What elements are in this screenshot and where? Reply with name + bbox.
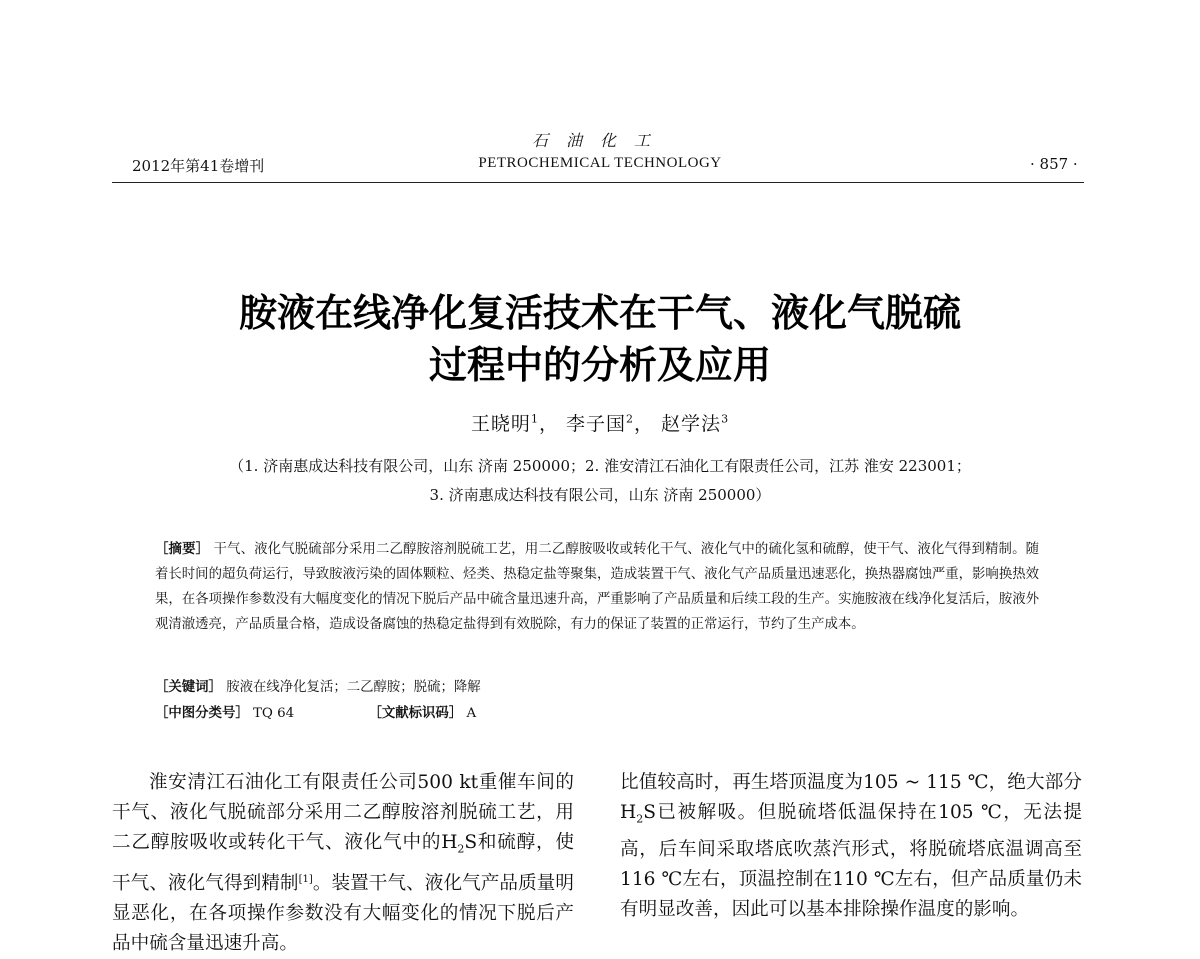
paper-title-line-1: 胺液在线净化复活技术在干气、液化气脱硫 (238, 291, 961, 335)
keywords-text: 胺液在线净化复活；二乙醇胺；脱硫；降解 (226, 680, 481, 695)
journal-name-chinese: 石油化工 (531, 131, 668, 150)
affiliation-mark: 1 (530, 412, 539, 426)
abstract-label: ［摘要］ (155, 542, 210, 557)
chem-h: H (620, 802, 637, 823)
clc-label: ［中图分类号］ (155, 706, 249, 721)
body-column-left (112, 768, 574, 959)
keywords (155, 676, 481, 695)
body-text: S和硫醇，使干气、液化气得到精制 (112, 832, 574, 894)
page-number: · 857 · (1030, 155, 1078, 173)
classification-line (155, 702, 476, 721)
keywords-label: ［关键词］ (155, 680, 222, 695)
abstract-text: 干气、液化气脱硫部分采用二乙醇胺溶剂脱硫工艺，用二乙醇胺吸收或转化干气、液化气中的硫化氢和硫醇，使干气、液化气得到精制。随着长时间的超负荷运行，导致胺液污染的固体颗粒、烃类、热稳定盐等聚集，造成装置干气、液化气产品质量迅速恶化，换热器腐蚀严重，影响换热效果，在各项操作参数没有大幅度变化的情况下脱后产品中硫含量迅速升高，严重影响了产品质量和后续工段的生产。实施胺液在线净化复活后，胺液外观清澈透亮，产品质量合格，造成设备腐蚀的热稳定盐得到有效脱除，有力的保证了装置的正常运行，节约了生产成本。 (155, 542, 1039, 632)
chem-subscript: 2 (457, 842, 465, 856)
abstract (155, 537, 1039, 637)
author-name: 赵学法 (661, 413, 722, 435)
affiliation-mark: 3 (721, 412, 730, 426)
citation-ref: [1] (298, 873, 313, 885)
author-name: 王晓明 (470, 413, 531, 435)
document-code-label: ［文献标识码］ (368, 706, 463, 721)
clc-value: TQ 64 (253, 706, 295, 721)
affiliation-line-1: （1. 济南惠成达科技有限公司，山东 济南 250000；2. 淮安清江石油化工有限责任公司，江苏 淮安 223001； (229, 457, 971, 475)
journal-name-english: PETROCHEMICAL TECHNOLOGY (478, 155, 722, 171)
author-list: 王晓明$^1$， 李子国$^2$， 赵学法$^3$ (470, 412, 730, 435)
author-name: 李子国 (565, 413, 626, 435)
paper-title-line-2: 过程中的分析及应用 (428, 343, 771, 387)
body-text: S已被解吸。但脱硫塔低温保持在105 ℃，无法提高，后车间采取塔底吹蒸汽形式，将脱硫塔底温调高至116 ℃左右，顶温控制在110 ℃左右，但产品质量仍未有明显改善，因此可以基本排除操作温度的影响。 (620, 802, 1082, 920)
body-column-right (620, 768, 1082, 925)
body-text: 。装置干气、液化气产品质量明显恶化，在各项操作参数没有大幅变化的情况下脱后产品中硫含量迅速升高。 (112, 872, 574, 954)
document-code-value: A (466, 706, 477, 721)
chem-subscript: 2 (636, 812, 644, 826)
body-text: 淮安清江石油化工有限责任公司500 kt重催车间的干气、液化气脱硫部分采用二乙醇胺溶剂脱硫工艺，用二乙醇胺吸收或转化干气、液化气中的 (112, 772, 574, 853)
body-text: 比值较高时，再生塔顶温度为105 ~ 115 ℃，绝大部分 (620, 772, 1082, 793)
issue-info: 2012年第41卷增刊 (132, 157, 265, 175)
affiliation-line-2: 3. 济南惠成达科技有限公司，山东 济南 250000） (429, 486, 771, 504)
affiliation-mark: 2 (626, 412, 634, 426)
chem-h: H (441, 832, 458, 853)
header-rule (112, 182, 1084, 183)
